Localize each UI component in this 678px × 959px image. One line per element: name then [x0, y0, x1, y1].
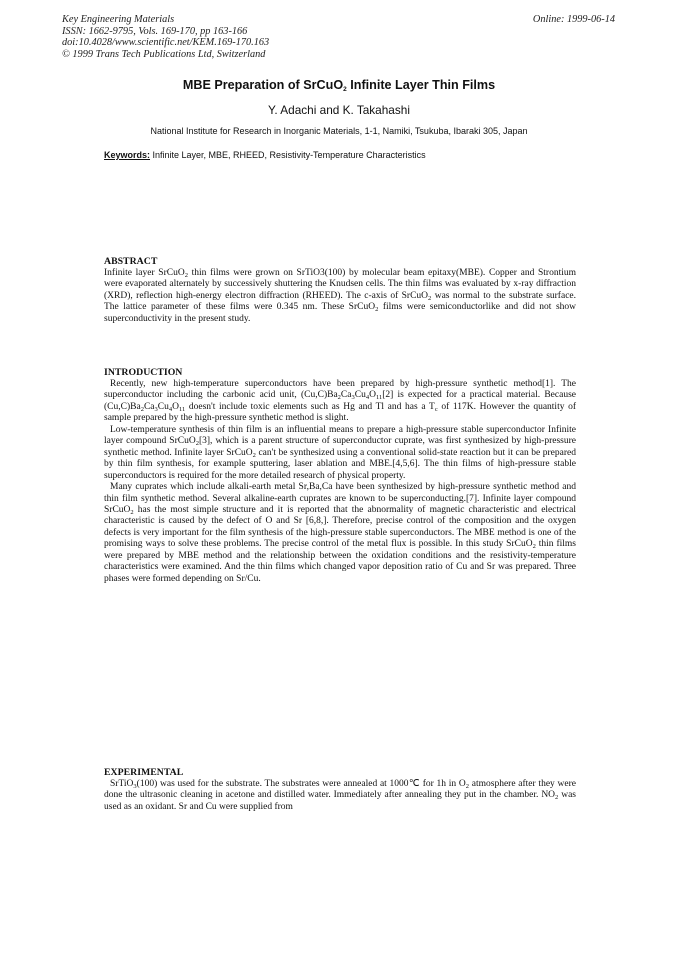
- doi-line: doi:10.4028/www.scientific.net/KEM.169-170.163: [62, 37, 270, 49]
- introduction-section: [104, 367, 576, 585]
- online-date: Online: 1999-06-14: [532, 14, 615, 25]
- issn-line: ISSN: 1662-9795, Vols. 169-170, pp 163-166: [62, 25, 248, 37]
- copyright-line: © 1999 Trans Tech Publications Ltd, Switzerland: [62, 48, 266, 60]
- paper-affiliation: National Institute for Research in Inorganic Materials, 1-1, Namiki, Tsukuba, Ibaraki 305, Japan: [150, 126, 528, 136]
- abstract-section: [104, 256, 576, 325]
- experimental-paragraph: SrTiO$_3$(100) was used for the substrate. The substrates were annealed at 1000℃ for 1h in $O_2$ atmosphere after they were done the ultrasonic cleaning in acetone and distilled water. Immediately after annealing they put in the chamber. $NO_2$ was used as an oxidant. Sr and Cu were supplied from: [104, 779, 576, 812]
- paper-authors: Y. Adachi and K. Takahashi: [268, 103, 410, 117]
- intro-paragraph-2: Low-temperature synthesis of thin film is an influential means to prepare a high-pressure stable superconductor Infinite layer compound SrCuO$_2$[3], which is a parent structure of superconductor cuprate, was first synthesized by high-pressure synthetic method. Infinite layer SrCuO$_2$ can't be synthesized using a conventional solid-state reaction but it can be prepared by thin film synthesis, for example sputtering, laser ablation and MBE.[4,5,6]. The thin films of high-pressure stable superconductors is required for the more detailed research of physical property.: [104, 424, 576, 481]
- journal-name: Key Engineering Materials: [62, 14, 175, 25]
- journal-header: [62, 14, 269, 60]
- experimental-heading: EXPERIMENTAL: [104, 767, 184, 778]
- abstract-paragraph: Infinite layer SrCuO$_2$ thin films were grown on SrTiO3(100) by molecular beam epitaxy(MBE). Copper and Strontium were evaporated alternately by successively shuttering the Knudsen cells. The thin films was evaluated by x-ray diffraction (XRD), reflection high-energy electron diffraction (RHEED). The c-axis of SrCuO$_2$ was normal to the substrate surface. The lattice parameter of these films were 0.345 nm. These SrCuO$_2$ films were semiconductorlike and did not show superconductivity in the present study.: [104, 268, 577, 324]
- keywords-text: Infinite Layer, MBE, RHEED, Resistivity-Temperature Characteristics: [150, 150, 426, 160]
- keywords-label: Keywords:: [104, 150, 151, 160]
- paper-title: MBE Preparation of SrCuO$_2$ Infinite Layer Thin Films: [182, 78, 496, 93]
- experimental-section: [104, 767, 576, 813]
- keywords-line: [104, 150, 426, 160]
- intro-paragraph-1: Recently, new high-temperature superconductors have been prepared by high-pressure synthetic method[1]. The superconductor including the carbonic acid unit, $(Cu,C)Ba_2Ca_3Cu_4O_{11}[2]$ is expected for a practical material. Because $(Cu,C)Ba_2Ca_3Cu_4O_{11}$ doesn't include toxic elements such as Hg and Tl and has a $T_c$ of 117K. However the quantity of sample prepared by the high-pressure synthetic method is slight.: [104, 379, 576, 424]
- intro-paragraph-3: Many cuprates which include alkali-earth metal Sr,Ba,Ca have been synthesized by high-pressure synthetic method and thin film synthetic method. Several alkaline-earth cuprates are known to be superconducting.[7]. Infinite layer compound SrCuO$_2$ has the most simple structure and it is reported that the abnormality of magnetic characteristic and electrical characteristic is caused by the defect of O and Sr [6,8,]. Therefore, precise control of the composition and the oxygen defects is very important for the film synthesis of the high-pressure stable superconductors. The MBE method is one of the promising ways to solve these problems. The precise control of the metal flux is possible. In this study SrCuO$_2$ thin films were prepared by MBE method and the relationship between the oxidation conditions and the resistivity-temperature characteristics were examined. And the thin films which changed vapor deposition ratio of Cu and Sr was prepared. Three phases were formed depending on Sr/Cu.: [104, 482, 577, 584]
- abstract-heading: ABSTRACT: [104, 256, 158, 267]
- introduction-heading: INTRODUCTION: [104, 367, 183, 378]
